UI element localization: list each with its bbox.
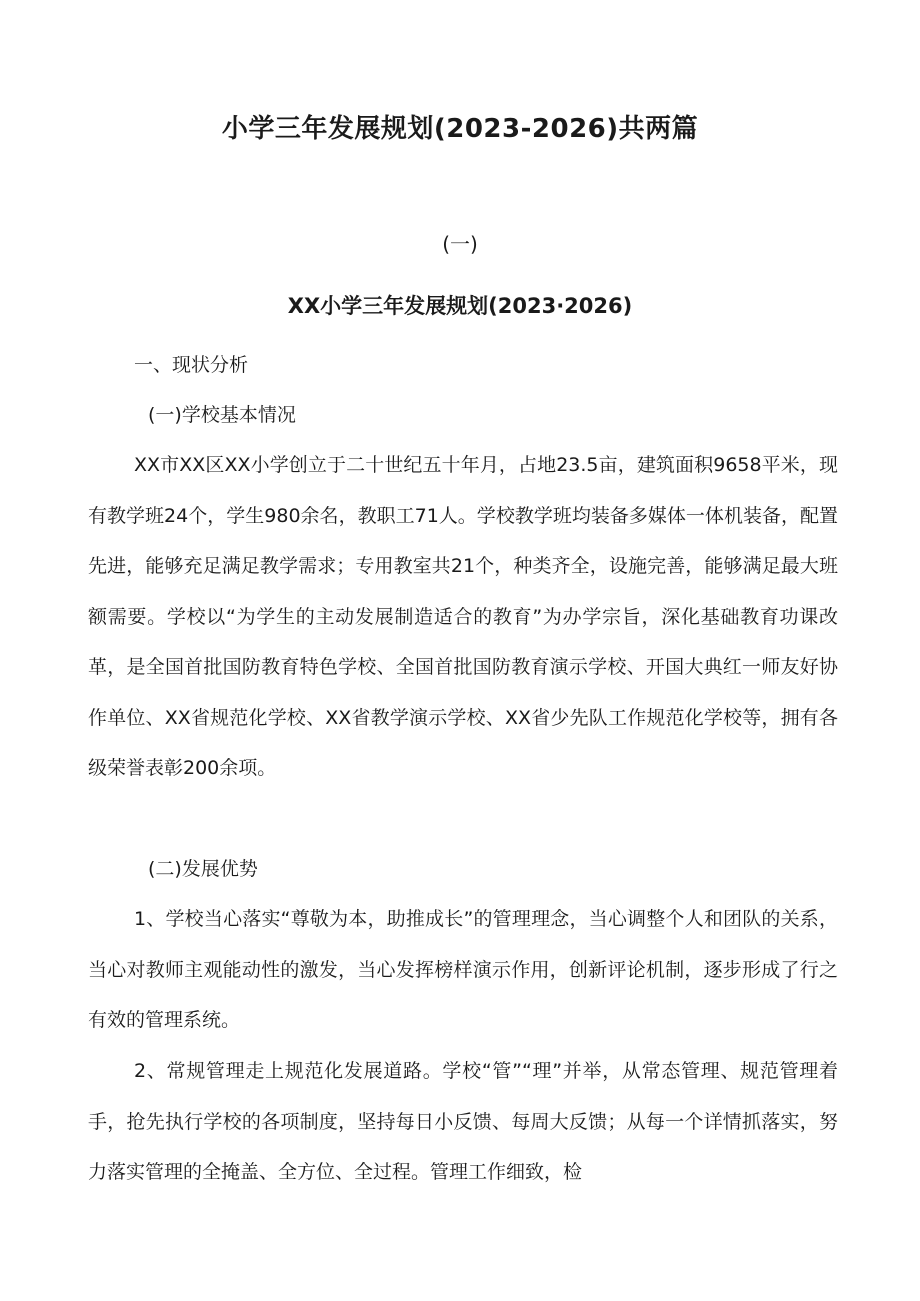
heading-development-advantages: (二)发展优势 — [148, 858, 258, 880]
document-title: 小学三年发展规划(2023-2026)共两篇 — [221, 114, 699, 144]
heading-school-basics: (一)学校基本情况 — [148, 404, 296, 426]
heading-status-analysis: 一、现状分析 — [134, 354, 249, 376]
paragraph-advantage-2: 2、常规管理走上规范化发展道路。学校“管”“理”并举，从常态管理、规范管理着手，抢先执行学校的各项制度，坚持每日小反馈、每周大反馈；从每一个详情抓落实，努力落实管理的全掩盖、全方位、全过程。管理工作细致，检 — [88, 1060, 838, 1183]
paragraph-advantage-1: 1、学校当心落实“尊敬为本，助推成长”的管理理念，当心调整个人和团队的关系，当心对教师主观能动性的激发，当心发挥榜样演示作用，创新评论机制，逐步形成了行之有效的管理系统。 — [88, 908, 838, 1031]
paragraph-school-basics: XX市XX区XX小学创立于二十世纪五十年月，占地23.5亩，建筑面积9658平米，现有教学班24个，学生980余名，教职工71人。学校教学班均装备多媒体一体机装备，配置先进，能够充足满足教学需求；专用教室共21个，种类齐全，设施完善，能够满足最大班额需要。学校以“为学生的主动发展制造适合的教育”为办学宗旨，深化基础教育功课改革，是全国首批国防教育特色学校、全国首批国防教育演示学校、开国大典红一师友好协作单位、XX省规范化学校、XX省教学演示学校、XX省少先队工作规范化学校等，拥有各级荣誉表彰200余项。 — [88, 454, 838, 779]
part-marker: (一) — [442, 232, 478, 256]
section-title: XX小学三年发展规划(2023·2026) — [287, 294, 633, 318]
